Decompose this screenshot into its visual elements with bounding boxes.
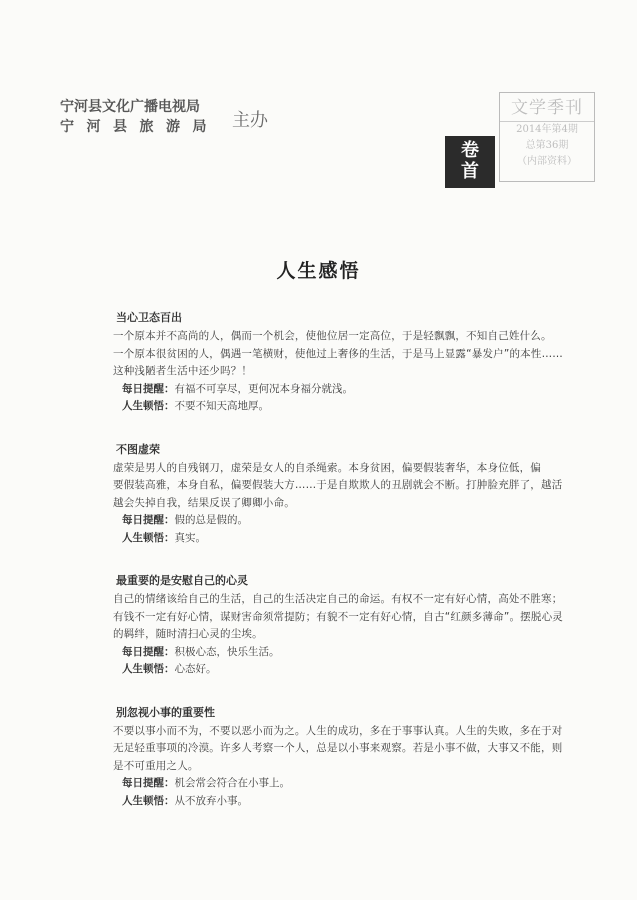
daily-reminder-text: 假的总是假的。 (174, 514, 248, 526)
life-insight (116, 530, 566, 548)
sponsor-tourism-bureau: 宁河县旅游局 (60, 119, 219, 135)
section-heading: 最重要的是安慰自己的心灵 (116, 574, 248, 587)
section-heading: 当心卫态百出 (116, 311, 182, 324)
sponsor-suffix: 主办 (232, 110, 268, 131)
life-insight-label: 人生顿悟： (122, 400, 175, 412)
daily-reminder-text: 有福不可享尽，更何况本身福分就浅。 (174, 382, 353, 395)
life-insight-text: 心态好。 (174, 663, 217, 675)
journal-issue: 2014年第4期 (516, 124, 578, 135)
body-line: 是不可重用之人。 (113, 759, 199, 772)
daily-reminder (116, 644, 566, 662)
section-badge-line-1: 卷 (461, 140, 479, 161)
life-insight (116, 398, 566, 416)
section-heading: 别忽视小事的重要性 (116, 705, 215, 719)
daily-reminder-text: 机会常会符合在小事上。 (174, 777, 290, 789)
section-badge-line-2: 首 (461, 161, 479, 182)
journal-info-box (499, 92, 595, 182)
body-line: 一个原本并不高尚的人，偶而一个机会，使他位居一定高位，于是轻飘飘，不知自己姓什么。 (113, 330, 552, 342)
body-line: 要假装高雅，本身自私，偏要假装大方……于是自欺欺人的丑剧就会不断。打肿脸充胖了，越活 (113, 479, 563, 491)
body-line: 这种浅陋者生活中还少吗？！ (113, 365, 253, 377)
body-line: 无足轻重事项的冷漠。许多人考察一个人，总是以小事来观察。若是小事不做，大事又不能，则 (113, 742, 563, 754)
body-line: 有钱不一定有好心情，谋财害命须常提防；有貌不一定有好心情，自古“红颜多薄命”。摆脱心灵 (113, 610, 563, 623)
body-line: 的羁绊，随时清扫心灵的尘埃。 (113, 628, 263, 640)
body-line: 自己的情绪该给自己的生活，自己的生活决定自己的命运。有权不一定有好心情，高处不胜寒； (113, 593, 563, 605)
sponsor-block (60, 97, 219, 137)
journal-title: 文学季刊 (500, 93, 594, 122)
life-insight (116, 793, 566, 811)
daily-reminder (116, 381, 566, 399)
article-sections (113, 310, 566, 836)
life-insight-text: 不要不知天高地厚。 (174, 400, 269, 412)
life-insight-text: 从不放弃小事。 (174, 794, 248, 807)
section-body (113, 460, 566, 513)
life-insight-label: 人生顿悟： (122, 663, 175, 675)
journal-total-issue: 总第36期 (525, 140, 569, 151)
daily-reminder (116, 512, 566, 530)
journal-note: （内部资料） (517, 156, 577, 167)
section-body (113, 328, 566, 381)
body-line: 一个原本很贫困的人，偶遇一笔横财，使他过上奢侈的生活，于是马上显露“暴发户”的本性…… (113, 347, 563, 360)
life-insight (116, 661, 566, 679)
life-insight-text: 真实。 (174, 531, 206, 544)
article-section (113, 705, 566, 811)
article-section (113, 442, 566, 548)
section-badge (445, 136, 495, 188)
sponsor-culture-bureau: 宁河县文化广播电视局 (60, 99, 200, 115)
body-line: 越会失掉自我，结果反误了卿卿小命。 (113, 496, 295, 509)
section-heading: 不图虚荣 (116, 442, 160, 456)
life-insight-label: 人生顿悟： (122, 794, 175, 807)
section-body (113, 591, 566, 644)
daily-reminder-label: 每日提醒： (122, 777, 175, 789)
daily-reminder (116, 775, 566, 793)
article-section (113, 310, 566, 416)
daily-reminder-label: 每日提醒： (122, 382, 175, 395)
daily-reminder-label: 每日提醒： (122, 514, 175, 526)
daily-reminder-label: 每日提醒： (122, 645, 175, 658)
daily-reminder-text: 积极心态，快乐生活。 (174, 645, 280, 658)
article-section (113, 573, 566, 679)
page-title: 人生感悟 (276, 260, 361, 282)
life-insight-label: 人生顿悟： (122, 531, 175, 544)
section-body (113, 723, 566, 776)
body-line: 不要以事小而不为，不要以恶小而为之。人生的成功，多在于事事认真。人生的失败，多在于对 (113, 724, 563, 737)
body-line: 虚荣是男人的自残钢刀，虚荣是女人的自杀绳索。本身贫困，偏要假装奢华，本身位低，偏 (113, 461, 541, 474)
